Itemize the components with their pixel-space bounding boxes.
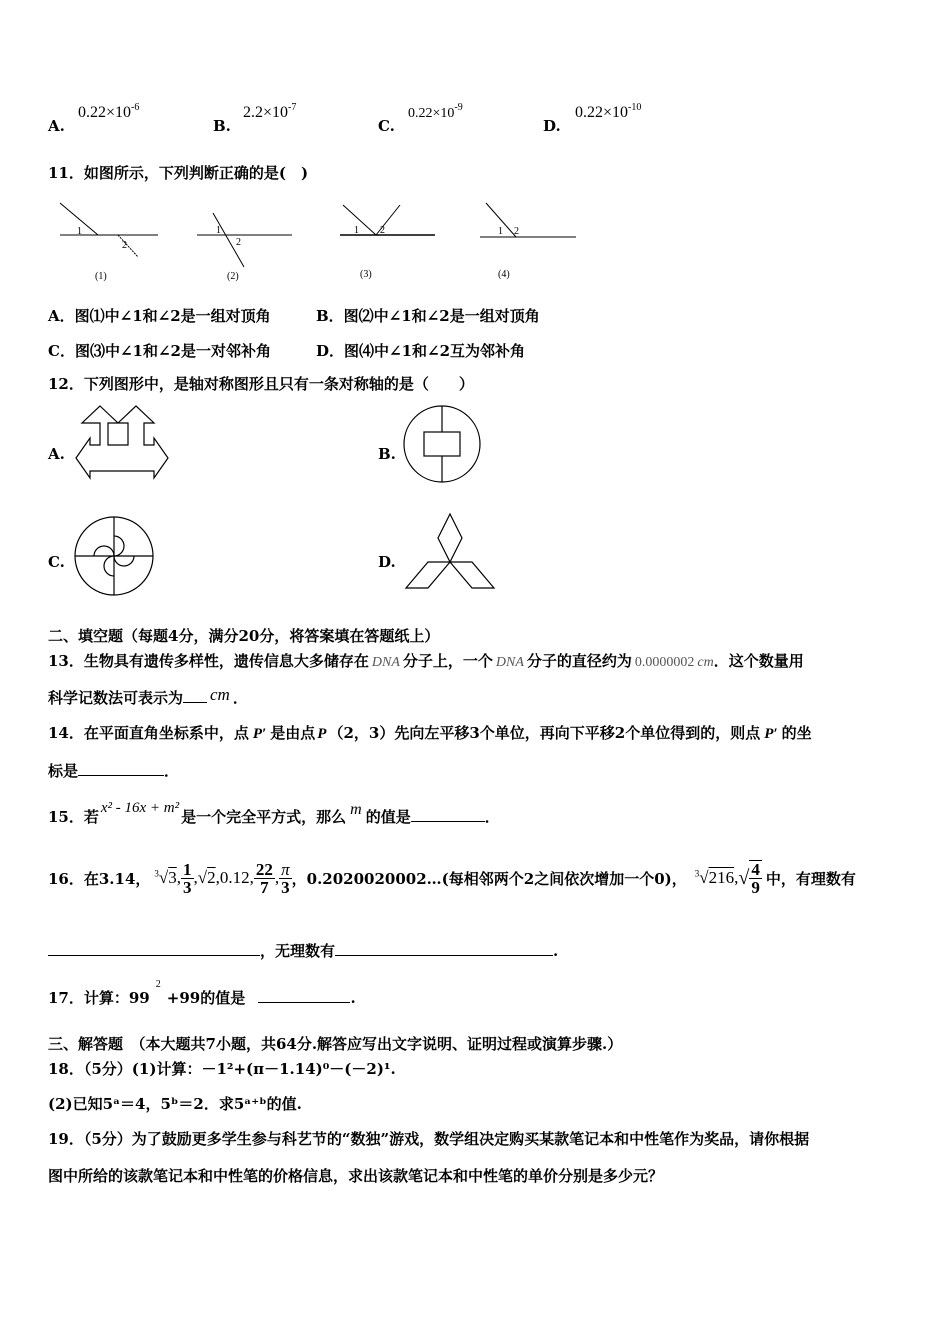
q16-cbrt3: $^3$√3, xyxy=(154,868,182,887)
q10-option-b[interactable] xyxy=(213,116,231,135)
q10-option-d-value: $0.22\times 10^{-10}$ xyxy=(575,102,642,121)
q16-cbrt216: $^3$√216, xyxy=(694,868,739,887)
q11-stem: 11．如图所示，下列判断正确的是( ) xyxy=(48,164,309,182)
q12-option-b-label[interactable]: B. xyxy=(378,445,396,463)
q11-option-b[interactable]: B．图⑵中∠1和∠2是一组对顶角 xyxy=(316,307,540,325)
q11-fig1-angle2: 2 xyxy=(122,240,127,251)
q15-expression: x² - 16x + m² xyxy=(100,800,180,816)
q13-line1: 13．生物具有遗传多样性，遗传信息大多储存在 DNA 分子上，一个 DNA 分子的直径约为 0.0000002 cm．这个数量用 xyxy=(48,652,804,670)
q11-figure-4 xyxy=(480,203,576,280)
q10-option-d-label: D. xyxy=(543,117,561,135)
q10-option-d[interactable] xyxy=(543,116,561,135)
q11-fig4-caption: (4) xyxy=(498,269,510,280)
q11-figure-1 xyxy=(60,203,158,282)
section2-heading: 二、填空题（每题4分，满分20分，将答案填在答题纸上） xyxy=(48,627,440,645)
q10-option-a[interactable] xyxy=(48,116,65,135)
q11-fig2-angle1: 1 xyxy=(216,225,221,236)
q14-line2: 标是 ． xyxy=(48,762,180,780)
q12-option-a-figure xyxy=(72,402,172,484)
q16-frac-pi-3: $\frac{\pi}{3}$ xyxy=(281,859,290,897)
q13-line2: 科学记数法可表示为 cm ． xyxy=(48,685,248,707)
q11-figure-3 xyxy=(340,205,435,280)
section3-heading: 三、解答题 （本大题共7小题，共64分.解答应写出文字说明、证明过程或演算步骤.） xyxy=(48,1035,623,1053)
q11-fig4-angle1: 1 xyxy=(498,226,503,237)
q19-line1: 19．（5分）为了鼓励更多学生参与科艺节的“数独”游戏，数学组决定购买某款笔记本和中性笔作为奖品，请你根据 xyxy=(48,1130,810,1148)
q11-fig2-angle2: 2 xyxy=(236,237,241,248)
q12-option-b-figure xyxy=(402,404,484,486)
q15-answer-blank[interactable] xyxy=(411,807,485,822)
q10-option-a-value: $0.22\times 10^{-6}$ xyxy=(78,102,140,121)
q11-option-a[interactable]: A．图⑴中∠1和∠2是一组对顶角 xyxy=(48,307,271,325)
q16-frac-22-7: $\frac{22}{7}$ xyxy=(255,859,273,897)
q10-option-a-label: A. xyxy=(48,117,65,135)
q16-line1: 16．在3.14， $^3$√3, $\frac{1}{3}$ ,√2, 0.12, $\frac{22}{7}$ , $\frac{\pi}{3}$ ，0.2020020002…(每相邻两个2之间依次增加一个0)， $^3$√216, √ $\frac{4}{9}$ 中，有理数有 xyxy=(48,859,856,897)
q19-line2: 图中所给的该款笔记本和中性笔的价格信息，求出该款笔记本和中性笔的单价分别是多少元？ xyxy=(48,1167,664,1185)
q14-line1: 14．在平面直角坐标系中，点 P′ 是由点 P （2，3）先向左平移3个单位，再向下平移2个单位得到的，则点 P′ 的坐 xyxy=(48,724,812,742)
q10-option-b-label: B. xyxy=(213,117,231,135)
q13-answer-blank[interactable] xyxy=(183,688,207,703)
q10-option-c-label: C. xyxy=(378,117,395,135)
q12-option-d-figure xyxy=(402,510,498,598)
q10-option-c-value: $0.22\times 10^{-9}$ xyxy=(408,102,463,121)
q16-rational-blank[interactable] xyxy=(48,941,260,956)
q16-irrational-blank[interactable] xyxy=(335,941,553,956)
q10-option-b-value: $2.2\times 10^{-7}$ xyxy=(243,102,297,121)
q11-fig2-caption: (2) xyxy=(227,271,239,282)
q11-fig4-angle2: 2 xyxy=(514,226,519,237)
q11-fig3-angle1: 1 xyxy=(354,225,359,236)
q14-answer-blank[interactable] xyxy=(78,761,164,776)
q11-figure-2 xyxy=(197,213,292,282)
q18-line2: (2)已知5ᵃ＝4，5ᵇ＝2．求5ᵃ⁺ᵇ的值. xyxy=(48,1095,302,1113)
q17-answer-blank[interactable] xyxy=(258,988,350,1003)
q11-fig3-angle2: 2 xyxy=(380,225,385,236)
q15-line: 15．若 x² - 16x + m² 是一个完全平方式，那么 m 的值是 ． xyxy=(48,800,500,826)
q12-option-c-figure xyxy=(72,514,156,598)
q12-option-a-label[interactable]: A. xyxy=(48,445,65,463)
q11-option-d[interactable]: D．图⑷中∠1和∠2互为邻补角 xyxy=(316,342,526,360)
q17-line: 17．计算：$99^2+99$的值是 . xyxy=(48,979,356,1007)
q11-fig1-angle1: 1 xyxy=(77,226,82,237)
q12-stem: 12．下列图形中，是轴对称图形且只有一条对称轴的是（ ） xyxy=(48,375,474,393)
q16-frac-4-9: $\frac{4}{9}$ xyxy=(751,860,760,897)
q12-option-d-label[interactable]: D. xyxy=(378,553,396,571)
q11-fig1-caption: (1) xyxy=(95,271,107,282)
q16-frac-one-third: $\frac{1}{3}$ xyxy=(183,859,192,897)
q11-option-c[interactable]: C．图⑶中∠1和∠2是一对邻补角 xyxy=(48,342,271,360)
q16-line2: ，无理数有 . xyxy=(48,940,558,961)
q12-option-c-label[interactable]: C. xyxy=(48,553,65,571)
q18-line1: 18．（5分）(1)计算：－1²+(π－1.14)⁰－(－2)¹. xyxy=(48,1060,396,1078)
q11-figures xyxy=(40,195,600,290)
q10-option-c[interactable] xyxy=(378,116,395,135)
q11-fig3-caption: (3) xyxy=(360,269,372,280)
